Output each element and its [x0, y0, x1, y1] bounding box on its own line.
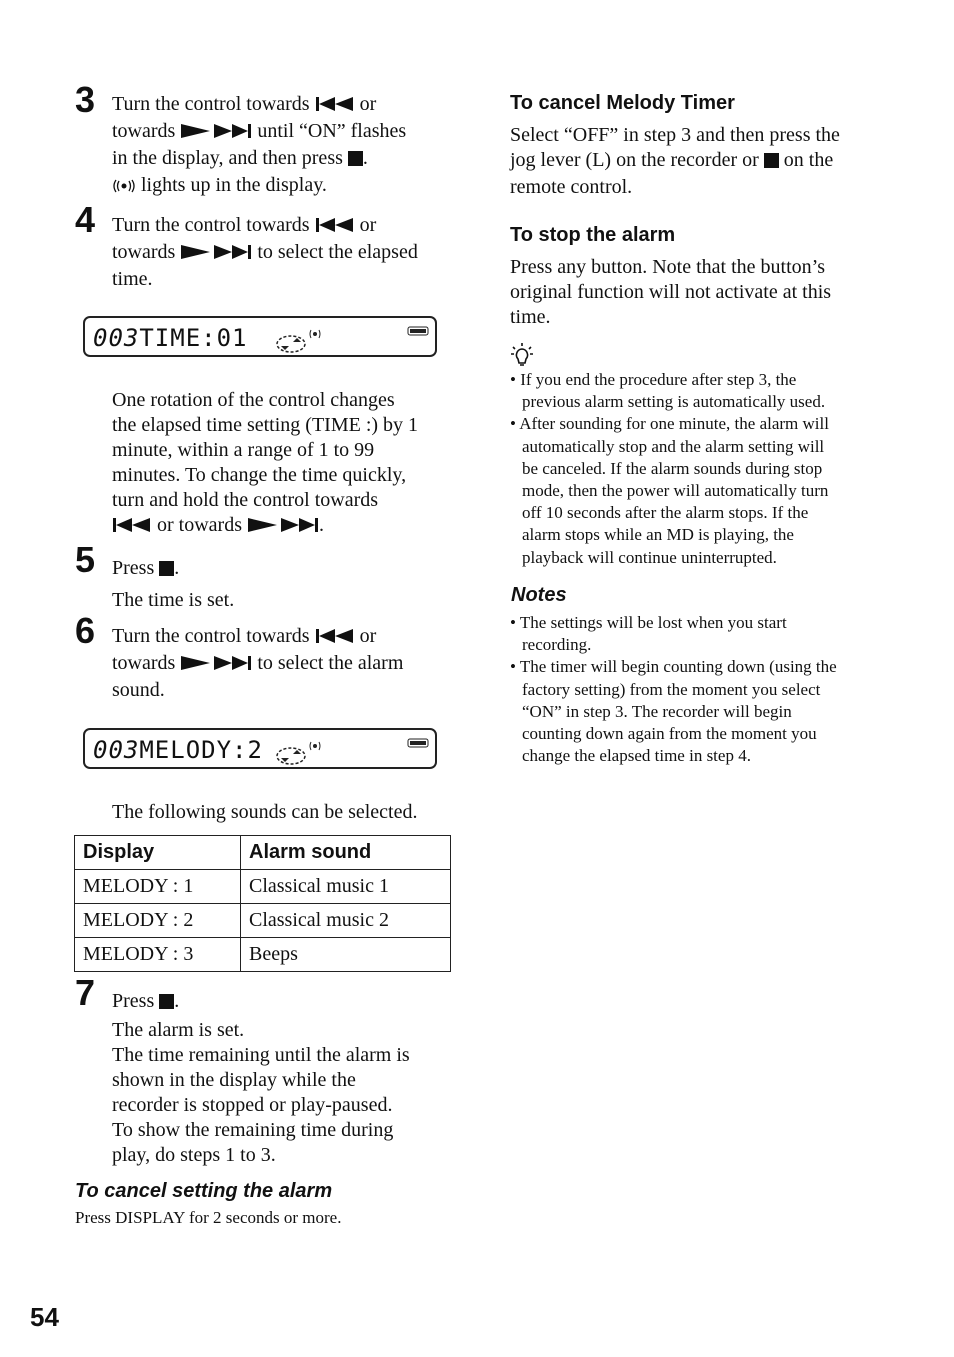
- play-next-icon: [180, 242, 252, 267]
- text-line: towards until “ON” flashes: [112, 119, 406, 146]
- text-line: play, do steps 1 to 3.: [112, 1144, 276, 1166]
- play-next-icon: [180, 121, 252, 146]
- text-line: recorder is stopped or play-paused.: [112, 1094, 393, 1116]
- stop-alarm-text: [510, 255, 831, 330]
- alarm-icon: [112, 175, 136, 200]
- text-line: Turn the control towards or: [112, 92, 406, 119]
- text-line: The alarm is set.: [112, 1019, 245, 1041]
- table-cell: MELODY : 2: [75, 904, 241, 938]
- text-line: sound.: [112, 679, 165, 701]
- previous-icon: [315, 215, 355, 240]
- track-number: 003: [93, 736, 140, 764]
- text-line: jog lever (L) on the recorder or on the: [510, 148, 840, 175]
- text-line: original function will not activate at this: [510, 281, 832, 303]
- step-4-text: [112, 213, 418, 292]
- text-line: alarm stops while an MD is playing, the: [522, 525, 794, 545]
- text-line: towards to select the elapsed: [112, 240, 418, 267]
- battery-icon: [407, 738, 431, 748]
- step-7-text: [112, 986, 410, 1168]
- text-line: time.: [112, 268, 153, 290]
- text-line: in the display, and then press .: [112, 146, 406, 173]
- cancel-alarm-heading: To cancel setting the alarm: [75, 1180, 333, 1202]
- table-row: [75, 938, 451, 972]
- rotation-explanation: [112, 388, 418, 540]
- text-line: Press DISPLAY for 2 seconds or more.: [75, 1208, 342, 1227]
- text-line: automatically stop and the alarm setting will: [522, 436, 825, 456]
- text-line: • If you end the procedure after step 3, the: [510, 370, 797, 389]
- tip-lightbulb-icon: [510, 343, 534, 369]
- text-line: One rotation of the control changes: [112, 389, 395, 411]
- text-line: towards to select the alarm: [112, 651, 403, 678]
- step-number: 6: [75, 610, 96, 651]
- previous-icon: [315, 94, 355, 119]
- text-line: Select “OFF” in step 3 and then press the: [510, 124, 840, 146]
- step-number: 5: [75, 539, 96, 580]
- text-line: the elapsed time setting (TIME :) by 1: [112, 414, 419, 436]
- text-line: The time is set.: [112, 589, 235, 611]
- text-line: mode, then the power will automatically turn: [522, 481, 829, 501]
- track-number: 003: [93, 324, 140, 352]
- text-line: minute, within a range of 1 to 99: [112, 439, 375, 461]
- lcd-display: [83, 728, 437, 769]
- stop-icon: [159, 988, 174, 1018]
- text-line: counting down again from the moment you: [522, 724, 817, 744]
- stop-icon: [159, 555, 174, 585]
- following-sounds-text: [112, 800, 417, 825]
- table-cell: MELODY : 3: [75, 938, 241, 972]
- step-number: 3: [75, 79, 96, 120]
- table-cell: Classical music 1: [241, 870, 451, 904]
- text-line: off 10 seconds after the alarm stops. If the: [522, 503, 809, 523]
- cancel-alarm-text: [75, 1207, 341, 1229]
- table-row: [75, 904, 451, 938]
- column-header: Alarm sound: [241, 836, 451, 870]
- text-line: • The timer will begin counting down (using the: [510, 657, 837, 677]
- tips-list: [510, 369, 829, 569]
- text-line: “ON” in step 3. The recorder will begin: [522, 701, 792, 721]
- text-line: lights up in the display.: [112, 173, 406, 200]
- page-number: 54: [30, 1302, 59, 1332]
- lcd-text: MELODY:2: [139, 736, 263, 764]
- text-line: previous alarm setting is automatically used.: [522, 392, 826, 412]
- text-line: recording.: [522, 635, 592, 655]
- text-line: shown in the display while the: [112, 1069, 356, 1091]
- table-cell: Beeps: [241, 938, 451, 972]
- table-cell: MELODY : 1: [75, 870, 241, 904]
- previous-icon: [112, 515, 152, 540]
- text-line: factory setting) from the moment you select: [522, 679, 821, 699]
- notes-list: [510, 612, 837, 767]
- lcd-display: [83, 316, 437, 357]
- text-line: The following sounds can be selected.: [112, 801, 418, 823]
- text-line: be canceled. If the alarm sounds during stop: [522, 458, 823, 478]
- text-line: Press any button. Note that the button’s: [510, 256, 825, 278]
- cancel-melody-heading: To cancel Melody Timer: [510, 92, 735, 114]
- play-next-icon: [180, 653, 252, 678]
- text-line: time.: [510, 306, 551, 328]
- stop-icon: [348, 148, 363, 173]
- step-5-text: [112, 553, 234, 615]
- lcd-text: TIME:01: [139, 324, 248, 352]
- text-line: Turn the control towards or: [112, 624, 403, 651]
- table-row: [75, 870, 451, 904]
- step-number: 7: [75, 972, 96, 1013]
- column-header: Display: [75, 836, 241, 870]
- previous-icon: [315, 626, 355, 651]
- cancel-melody-text: [510, 123, 840, 200]
- text-line: minutes. To change the time quickly,: [112, 464, 407, 486]
- disc-icon: [275, 740, 325, 768]
- text-line: Press .: [112, 986, 410, 1018]
- text-line: remote control.: [510, 176, 633, 198]
- text-line: turn and hold the control towards: [112, 489, 379, 511]
- text-line: The time remaining until the alarm is: [112, 1044, 410, 1066]
- text-line: or towards .: [112, 513, 418, 540]
- play-next-icon: [247, 515, 319, 540]
- step-6-text: [112, 624, 403, 703]
- stop-icon: [764, 150, 779, 175]
- text-line: change the elapsed time in step 4.: [522, 746, 751, 766]
- battery-icon: [407, 326, 431, 336]
- text-line: • The settings will be lost when you start: [510, 613, 787, 632]
- text-line: • After sounding for one minute, the alarm will: [510, 414, 829, 434]
- text-line: To show the remaining time during: [112, 1119, 394, 1141]
- step-3-text: [112, 92, 406, 200]
- table-cell: Classical music 2: [241, 904, 451, 938]
- table-header-row: [75, 836, 451, 870]
- stop-alarm-heading: To stop the alarm: [510, 224, 676, 246]
- text-line: Turn the control towards or: [112, 213, 418, 240]
- disc-icon: [275, 328, 325, 356]
- text-line: Press .: [112, 553, 234, 585]
- notes-heading: Notes: [511, 584, 567, 606]
- step-number: 4: [75, 199, 96, 240]
- alarm-sound-table: [74, 835, 451, 972]
- text-line: playback will continue uninterrupted.: [522, 547, 777, 567]
